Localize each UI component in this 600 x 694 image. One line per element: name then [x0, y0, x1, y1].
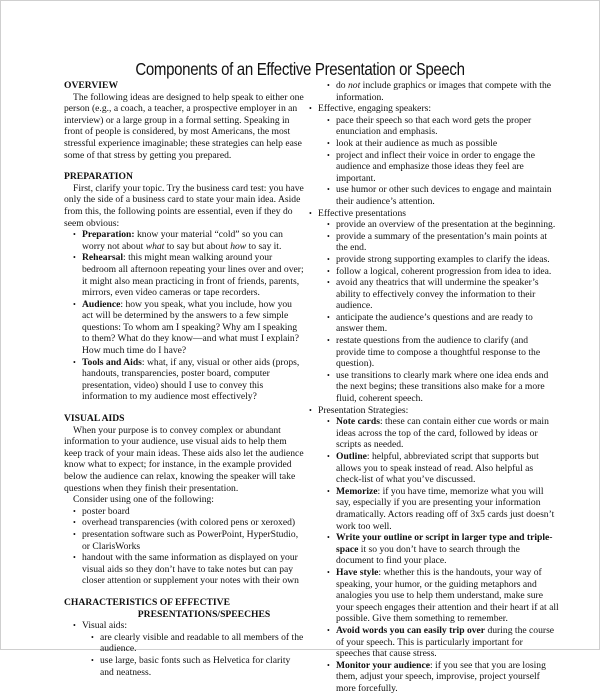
visual-aids-heading: VISUAL AIDS: [64, 413, 125, 425]
list-item: • Preparation: know your material “cold” so you can worry not about what to say but about how to say it.: [82, 229, 304, 252]
list-item: • Audience: how you speak, what you include, how you act will be determined by the answers to a few simple questions: To whom am I speaking? Why am I speaking to them? What do they know—and what must I explain? How much time do I have?: [82, 299, 304, 357]
list-item: • Effective presentations • provide an overview of the presentation at the beginning. • provide a summary of the presentation’s main points at the end. • provide strong supporting examples to clarify the ideas. • follow a logical, coherent progression from idea to idea. • avoid any theatrics that will undermine the speaker’s ability to effectively convey the information to their audience. • anticipate the audience’s questions and are ready to answer them. • restate questions from the audience to clarify (and provide time to compose a thoughtful response to the question). • use transitions to clearly mark where one idea ends and the next begins; these transitions also make for a more fluid, coherent speech.: [318, 208, 559, 405]
list-item: • Monitor your audience: if you see that you are losing them, adjust your speech, improvise, project yourself more forcefully.: [336, 660, 559, 694]
list-item: • Have style: whether this is the handouts, your way of speaking, your humor, or the guiding metaphors and analogies you use to help them understand, make sure your speech engages their attention and their heart if at all possible. Give them something to remember.: [336, 567, 559, 625]
list-item: • Visual aids: • are clearly visible and readable to all members of the audience. • use large, basic fonts such as Helvetica for clarity and neatness.: [82, 620, 304, 678]
right-column: [309, 80, 559, 694]
visual-aids-continued: [336, 80, 559, 103]
list-item: • overhead transparencies (with colored pens or xeroxed): [82, 517, 304, 529]
list-item: • use transitions to clearly mark where one idea ends and the next begins; these transitions also make for a more fluid, coherent speech.: [336, 370, 559, 405]
list-item: • do not include graphics or images that compete with the information.: [336, 80, 559, 103]
overview-heading: OVERVIEW: [64, 80, 119, 91]
left-column: [64, 80, 304, 678]
list-item: • avoid any theatrics that will undermine the speaker’s ability to effectively convey the information to their audience.: [336, 277, 559, 312]
list-item: • project and inflect their voice in order to engage the audience and emphasize those ideas they feel are important.: [336, 150, 559, 185]
list-item: • pace their speech so that each word gets the proper enunciation and emphasis.: [336, 115, 559, 138]
list-item: • handout with the same information as displayed on your visual aids so they don’t have to take notes but can pay closer attention or supplement your notes with their own: [82, 552, 304, 587]
visual-aids-consider: Consider using one of the following:: [73, 494, 214, 506]
document-title: Components of an Effective Presentation or Speech: [135, 59, 465, 79]
list-item: • look at their audience as much as possible: [336, 138, 559, 150]
characteristics-heading-line2: PRESENTATIONS/SPEECHES: [137, 608, 271, 620]
visual-aids-list: [82, 506, 304, 587]
list-item: • provide a summary of the presentation’s main points at the end.: [336, 231, 559, 254]
list-item: • Effective, engaging speakers: • pace their speech so that each word gets the proper enunciation and emphasis. • look at their audience as much as possible • project and inflect their voice in order to engage the audience and emphasize those ideas they feel are important. • use humor or other such devices to engage and maintain their audience’s attention.: [318, 103, 559, 207]
preparation-list: [82, 229, 304, 403]
visual-aids-text: When your purpose is to convey complex or abundant information to your audience, use visual aids to help them keep track of your main ideas. These aids also let the audience know what to expect; for instance, in the example provided below the audience can relax, knowing the speaker will take questions when they finish their presentation.: [64, 424, 304, 494]
list-item: • Presentation Strategies: • Note cards: these can contain either cue words or main ideas across the top of the card, followed by ideas or scripts as needed. • Outline: helpful, abbreviated script that supports but allows you to speak instead of read. Also helpful as check-list of what you’ve discussed. • Memorize: if you have time, memorize what you will say, especially if you are presenting your information dramatically. Actors reading off of 3x5 cards just doesn’t work too well. • Write your outline or script in larger type and triple-space it so you don’t have to search through the document to find your place. • Have style: whether this is the handouts, your way of speaking, your humor, or the guiding metaphors and analogies you use to help them understand, make sure your speech engages their attention and their heart if at all possible. Give them something to remember. • Avoid words you can easily trip over during the course of your speech. This is particularly important for speeches that cause stress. • Monitor your audience: if you see that you are losing them, adjust your speech, improvise, project yourself more forcefully.: [318, 405, 559, 694]
list-item: • Write your outline or script in larger type and triple-space it so you don’t have to search through the document to find your place.: [336, 532, 559, 567]
list-item: • Memorize: if you have time, memorize what you will say, especially if you are presenting your information dramatically. Actors reading off of 3x5 cards just doesn’t work too well.: [336, 486, 559, 532]
list-item: • anticipate the audience’s questions and are ready to answer them.: [336, 312, 559, 335]
list-item: • Outline: helpful, abbreviated script that supports but allows you to speak instead of read. Also helpful as check-list of what you’ve discussed.: [336, 451, 559, 486]
characteristics-list: [82, 620, 304, 678]
list-item: • are clearly visible and readable to all members of the audience.: [100, 632, 304, 655]
list-item: • presentation software such as PowerPoint, HyperStudio, or ClarisWorks: [82, 529, 304, 552]
list-item: • follow a logical, coherent progression from idea to idea.: [336, 266, 559, 278]
list-item: • Avoid words you can easily trip over during the course of your speech. This is particularly important for speeches that cause stress.: [336, 625, 559, 660]
list-item: • use large, basic fonts such as Helvetica for clarity and neatness.: [100, 655, 304, 678]
preparation-heading: PREPARATION: [64, 171, 133, 183]
list-item: • use humor or other such devices to engage and maintain their audience’s attention.: [336, 184, 559, 207]
list-item: • Rehearsal: this might mean walking around your bedroom all afternoon repeating your lines over and over; it might also mean practicing in front of friends, parents, mirrors, even video cameras or tape recorders.: [82, 252, 304, 298]
list-item: • Note cards: these can contain either cue words or main ideas across the top of the card, followed by ideas or scripts as needed.: [336, 416, 559, 451]
overview-text: The following ideas are designed to help speak to either one person (e.g., a coach, a teacher, a prospective employer in an interview) or a large group in a formal setting. Speaking in front of people is considered, by most Americans, the most stressful experience imaginable; these strategies can help ease some of that stress by getting you prepared.: [64, 91, 304, 161]
characteristics-heading: CHARACTERISTICS OF EFFECTIVE: [64, 596, 230, 608]
preparation-text: First, clarify your topic. Try the business card test: you have only the side of a business card to state your main idea. Aside from this, the following points are essential, even if they do seem obvious:: [64, 182, 304, 229]
list-item: • provide strong supporting examples to clarify the ideas.: [336, 254, 559, 266]
list-item: • provide an overview of the presentation at the beginning.: [336, 219, 559, 231]
list-item: • restate questions from the audience to clarify (and provide time to compose a thoughtful response to the question).: [336, 335, 559, 370]
characteristics-continued: [318, 103, 559, 694]
list-item: • Tools and Aids: what, if any, visual or other aids (props, handouts, transparencies, poster board, computer presentation, video) should I use to convey this information to my audience most effectively?: [82, 357, 304, 403]
list-item: • poster board: [82, 506, 304, 518]
